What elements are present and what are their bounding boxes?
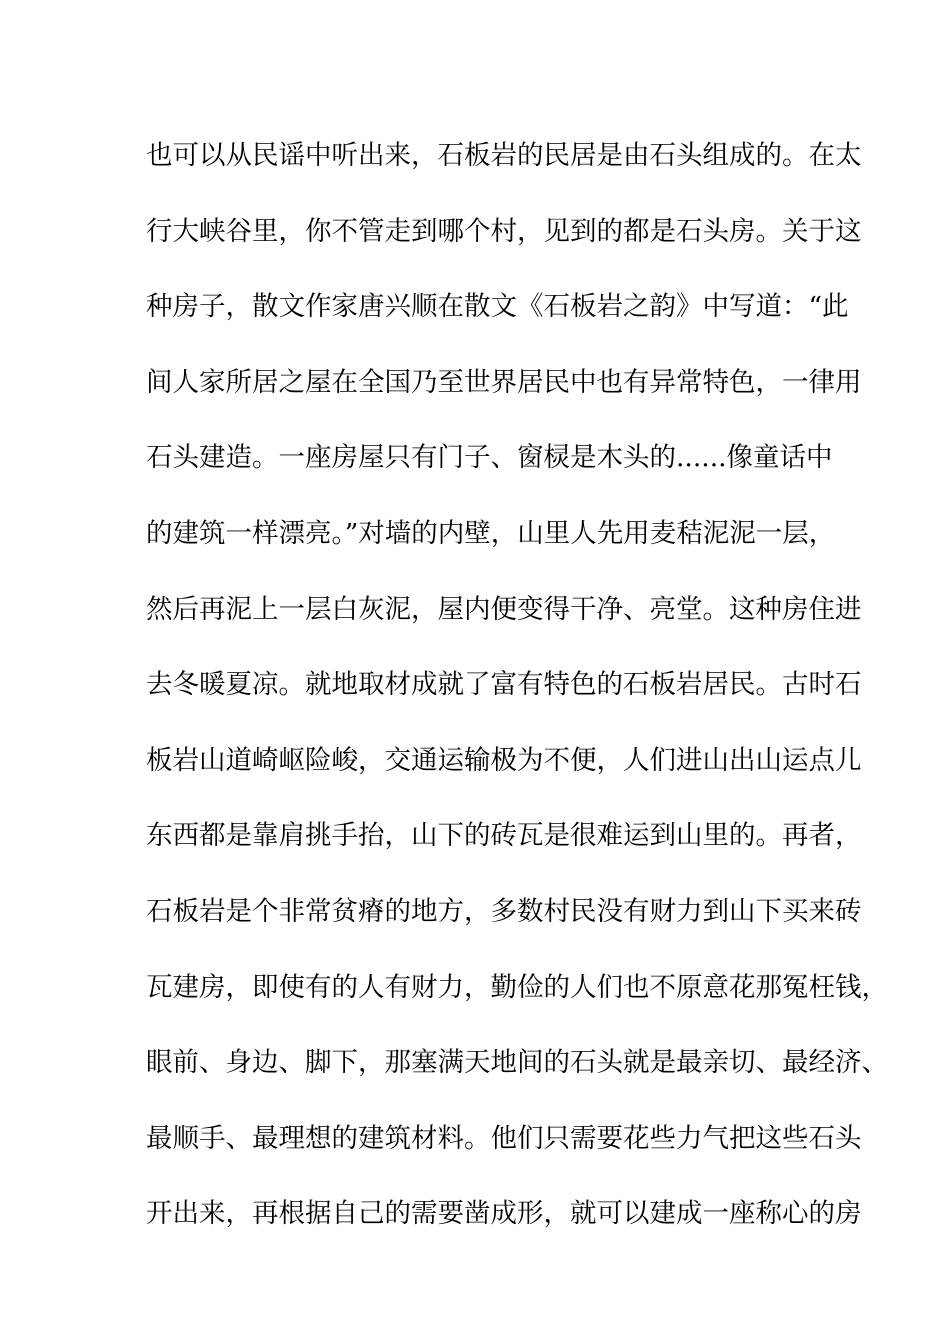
text-line: 行大峡谷里，你不管走到哪个村，见到的都是石头房。关于这: [146, 215, 862, 247]
text-line: 石头建造。一座房屋只有门子、窗棂是木头的......像童话中: [146, 442, 833, 474]
text-line: 也可以从民谣中听出来，石板岩的民居是由石头组成的。在太: [146, 140, 862, 171]
text-line: 去冬暖夏凉。就地取材成就了富有特色的石板岩居民。古时石: [146, 669, 862, 701]
text-line: 种房子，散文作家唐兴顺在散文《石板岩之韵》中写道：“此: [146, 291, 849, 323]
text-line: 瓦建房，即使有的人有财力，勤俭的人们也不原意花那冤枉钱，: [146, 971, 888, 1003]
text-line: 的建筑一样漂亮。”对墙的内壁，山里人先用麦秸泥泥一层，: [146, 517, 836, 549]
text-line: 东西都是靠肩挑手抬，山下的砖瓦是很难运到山里的。再者，: [146, 820, 862, 852]
text-line: 开出来，再根据自己的需要凿成形，就可以建成一座称心的房: [146, 1198, 862, 1230]
text-line: 最顺手、最理想的建筑材料。他们只需要花些力气把这些石头: [146, 1122, 862, 1154]
text-line: 间人家所居之屋在全国乃至世界居民中也有异常特色，一律用: [146, 366, 862, 398]
body-text: [146, 133, 888, 1267]
text-line: 石板岩是个非常贫瘠的地方，多数村民没有财力到山下买来砖: [146, 895, 862, 927]
text-line: 眼前、身边、脚下，那塞满天地间的石头就是最亲切、最经济、: [146, 1047, 888, 1079]
text-line: 板岩山道崎岖险峻，交通运输极为不便，人们进山出山运点儿: [146, 744, 862, 776]
text-line: 然后再泥上一层白灰泥，屋内便变得干净、亮堂。这种房住进: [146, 593, 862, 625]
